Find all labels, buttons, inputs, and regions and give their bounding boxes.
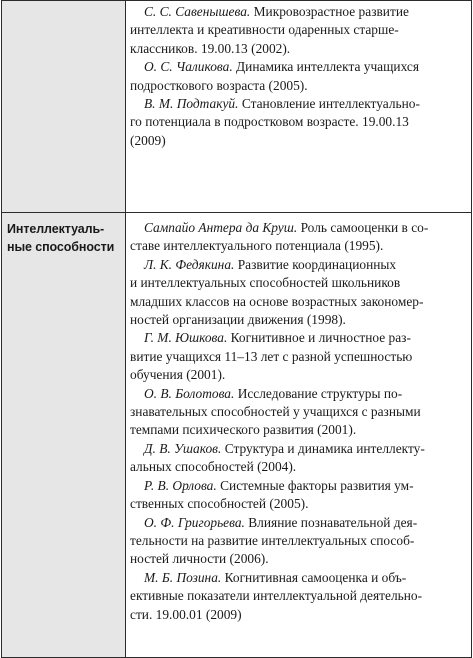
entry-text-line: Динамика интеллекта учащихся	[236, 59, 420, 75]
entry-author: Г. М. Юшкова.	[144, 330, 228, 346]
entry-text-line: Структура и динамика интеллекту-	[224, 440, 425, 456]
bibliography-entry	[130, 385, 467, 440]
bibliography-table	[1, 0, 472, 658]
entry-text-line: и интеллектуальных способностей школьников	[130, 275, 401, 291]
entry-text-line: Становление интеллектуально-	[241, 96, 420, 112]
bibliography-entry	[130, 440, 467, 477]
entry-author: В. М. Подтакуй.	[144, 96, 239, 112]
entry-text-line: интеллекта и креативности одаренных старше-	[130, 22, 399, 38]
entry-author: Л. К. Федякина.	[144, 256, 235, 272]
entry-text-line: классников. 19.00.13 (2002).	[130, 40, 291, 56]
entry-text-line: Когнитивное и личностное раз-	[230, 330, 411, 346]
entry-author: С. С. Савенышева.	[144, 4, 251, 19]
entry-text-line: подросткового возраста (2005).	[130, 77, 308, 93]
section-label-line: Интеллектуаль-	[7, 222, 105, 236]
entry-text-line: альных способностей (2004).	[130, 459, 297, 475]
table-row	[2, 1, 472, 213]
bibliography-entry	[130, 95, 467, 150]
section-label-line: ные способности	[7, 240, 115, 254]
section-label-cell	[2, 213, 126, 658]
entry-list	[126, 213, 471, 624]
entry-author: Д. В. Ушаков.	[144, 440, 222, 456]
entry-author: О. Ф. Григорьева.	[144, 514, 245, 530]
entry-text-line: знавательных способностей у учащихся с разными	[130, 404, 421, 420]
entry-text-line: ективные показатели интеллектуальной деятельно-	[130, 588, 423, 604]
entry-text-line: витие учащихся 11–13 лет с разной успешностью	[130, 348, 413, 364]
entry-text-line: обучения (2001).	[130, 367, 226, 383]
entry-text-line: ставе интеллектуального потенциала (1995).	[130, 238, 384, 254]
entry-list	[126, 1, 471, 150]
entry-text-line: тельности на развитие интеллектуальных способ-	[130, 532, 415, 548]
entry-text-line: младших классов на основе возрастных закономер-	[130, 293, 424, 309]
entry-text-line: ностей личности (2006).	[130, 551, 269, 567]
entry-author: Сампайо Антера да Круш.	[144, 220, 298, 235]
bibliography-entry	[130, 569, 467, 624]
entry-text-line: Когнитивная самооценка и объ-	[224, 569, 407, 585]
entry-author: О. С. Чаликова.	[144, 59, 233, 75]
entry-author: Р. В. Орлова.	[144, 477, 217, 493]
entry-text-line: сти. 19.00.01 (2009)	[130, 606, 242, 622]
entry-text-line: Исследование структуры по-	[237, 385, 403, 401]
bibliography-entry	[130, 256, 467, 330]
entry-text-line: (2009)	[130, 132, 166, 148]
table-row	[2, 213, 472, 658]
entry-text-line: Системные факторы развития ум-	[220, 477, 414, 493]
entry-text-line: го потенциала в подростковом возрасте. 19.00.13	[130, 114, 409, 130]
entry-text-line: Роль самооценки в со-	[300, 220, 429, 235]
entry-text-line: Развитие координационных	[237, 256, 397, 272]
entry-author: О. В. Болотова.	[144, 385, 235, 401]
entry-text-line: Влияние познавательной дея-	[248, 514, 418, 530]
section-label	[2, 213, 125, 256]
entry-text-line: ственных способностей (2005).	[130, 496, 309, 512]
section-label-cell	[2, 1, 126, 213]
bibliography-entry	[130, 329, 467, 384]
entries-cell	[126, 1, 472, 213]
entry-text-line: Микровозрастное развитие	[253, 4, 409, 19]
bibliography-entry	[130, 58, 467, 95]
bibliography-entry	[130, 219, 467, 256]
bibliography-entry	[130, 477, 467, 514]
entries-cell	[126, 213, 472, 658]
entry-text-line: темпами психического развития (2001).	[130, 422, 357, 438]
entry-text-line: ностей организации движения (1998).	[130, 312, 346, 328]
entry-author: М. Б. Позина.	[144, 569, 222, 585]
bibliography-entry	[130, 514, 467, 569]
bibliography-entry	[130, 3, 467, 58]
